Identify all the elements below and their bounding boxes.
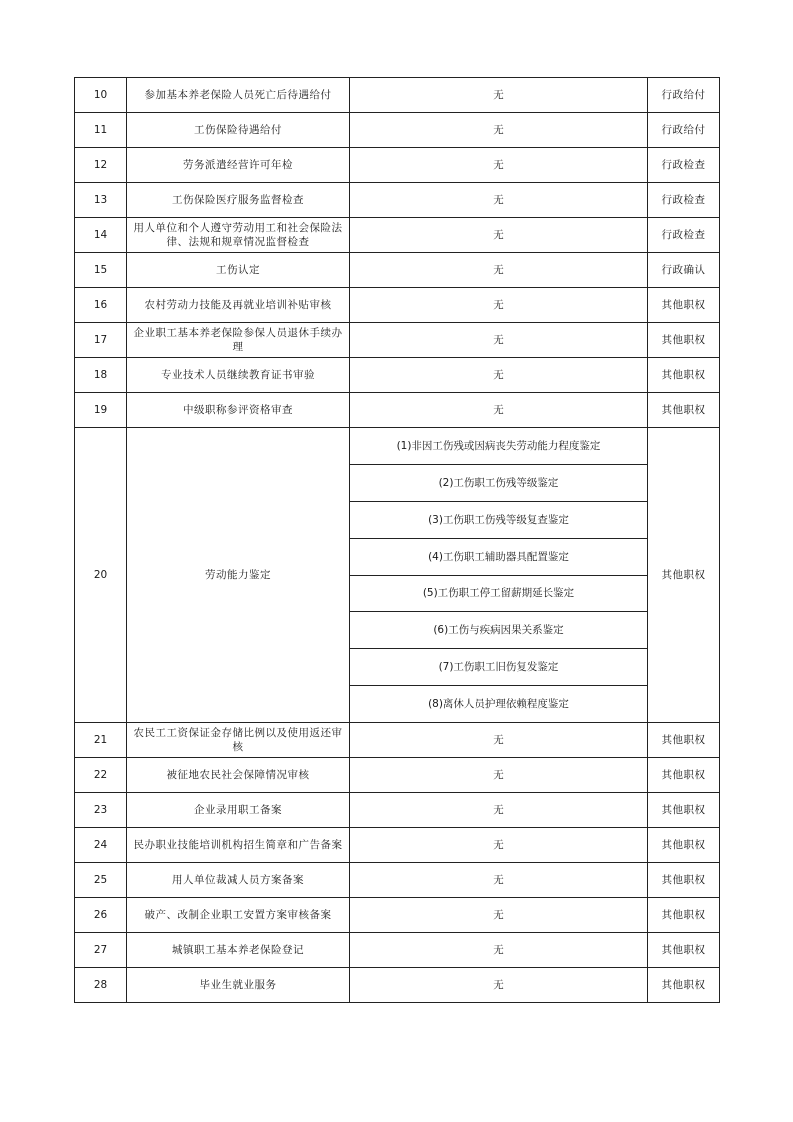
sub-item: (5)工伤职工停工留薪期延长鉴定 [350, 575, 647, 612]
power-type: 其他职权 [648, 323, 720, 358]
sub-item-row [350, 612, 647, 649]
sub-item: 无 [350, 323, 648, 358]
table-row [75, 253, 720, 288]
table-body-before [75, 78, 720, 428]
table-row [75, 933, 720, 968]
power-type: 其他职权 [648, 288, 720, 323]
sub-item-row [350, 428, 647, 465]
row-number: 15 [75, 253, 127, 288]
table-row [75, 148, 720, 183]
item-name: 用人单位和个人遵守劳动用工和社会保险法律、法规和规章情况监督检查 [127, 218, 350, 253]
table-row [75, 898, 720, 933]
row-number: 20 [75, 428, 127, 723]
row-number: 28 [75, 968, 127, 1003]
sub-item: (2)工伤职工伤残等级鉴定 [350, 465, 647, 502]
table-row [75, 393, 720, 428]
table-row [75, 323, 720, 358]
sub-item: (7)工伤职工旧伤复发鉴定 [350, 649, 647, 686]
sub-item: 无 [350, 968, 648, 1003]
table-row-20 [75, 428, 720, 723]
item-name: 工伤保险待遇给付 [127, 113, 350, 148]
sub-item: 无 [350, 218, 648, 253]
row-number: 23 [75, 793, 127, 828]
table-body-row20 [75, 428, 720, 723]
table-row [75, 78, 720, 113]
item-name: 劳动能力鉴定 [127, 428, 350, 723]
power-type: 其他职权 [648, 898, 720, 933]
sub-item: 无 [350, 358, 648, 393]
power-type: 行政检查 [648, 148, 720, 183]
sub-item: 无 [350, 898, 648, 933]
table-row [75, 968, 720, 1003]
power-type: 其他职权 [648, 933, 720, 968]
sub-item: 无 [350, 793, 648, 828]
sub-item: 无 [350, 828, 648, 863]
item-name: 参加基本养老保险人员死亡后待遇给付 [127, 78, 350, 113]
table-row [75, 183, 720, 218]
item-name: 企业职工基本养老保险参保人员退休手续办理 [127, 323, 350, 358]
item-name: 破产、改制企业职工安置方案审核备案 [127, 898, 350, 933]
table-row [75, 793, 720, 828]
power-type: 行政给付 [648, 113, 720, 148]
sub-item: (1)非因工伤残或因病丧失劳动能力程度鉴定 [350, 428, 647, 465]
power-type: 其他职权 [648, 358, 720, 393]
sub-item: 无 [350, 253, 648, 288]
row-number: 27 [75, 933, 127, 968]
table-body-after [75, 723, 720, 1003]
item-name: 企业录用职工备案 [127, 793, 350, 828]
sub-item: 无 [350, 113, 648, 148]
row-number: 26 [75, 898, 127, 933]
row-number: 11 [75, 113, 127, 148]
power-type: 行政确认 [648, 253, 720, 288]
power-type: 其他职权 [648, 428, 720, 723]
item-name: 劳务派遣经营许可年检 [127, 148, 350, 183]
row-number: 10 [75, 78, 127, 113]
row-number: 22 [75, 758, 127, 793]
power-type: 其他职权 [648, 723, 720, 758]
table-row [75, 288, 720, 323]
item-name: 农民工工资保证金存储比例以及使用返还审核 [127, 723, 350, 758]
sub-item: 无 [350, 723, 648, 758]
row-number: 14 [75, 218, 127, 253]
sub-item-row [350, 575, 647, 612]
table-row [75, 828, 720, 863]
sub-item: (3)工伤职工伤残等级复查鉴定 [350, 502, 647, 539]
sub-items-table [350, 428, 647, 722]
document-page [74, 77, 719, 1003]
sub-item: 无 [350, 78, 648, 113]
sub-item: 无 [350, 758, 648, 793]
power-list-table [74, 77, 720, 1003]
row-number: 19 [75, 393, 127, 428]
row-number: 13 [75, 183, 127, 218]
power-type: 其他职权 [648, 828, 720, 863]
item-name: 中级职称参评资格审查 [127, 393, 350, 428]
item-name: 工伤认定 [127, 253, 350, 288]
table-row [75, 218, 720, 253]
sub-item: 无 [350, 148, 648, 183]
table-row [75, 863, 720, 898]
sub-item: (4)工伤职工辅助器具配置鉴定 [350, 538, 647, 575]
sub-item: 无 [350, 863, 648, 898]
table-row [75, 113, 720, 148]
power-type: 其他职权 [648, 863, 720, 898]
item-name: 农村劳动力技能及再就业培训补贴审核 [127, 288, 350, 323]
table-row [75, 358, 720, 393]
sub-item: (6)工伤与疾病因果关系鉴定 [350, 612, 647, 649]
table-row [75, 723, 720, 758]
power-type: 其他职权 [648, 758, 720, 793]
item-name: 用人单位裁减人员方案备案 [127, 863, 350, 898]
power-type: 行政检查 [648, 218, 720, 253]
row-number: 17 [75, 323, 127, 358]
row-number: 24 [75, 828, 127, 863]
item-name: 毕业生就业服务 [127, 968, 350, 1003]
table-row [75, 758, 720, 793]
power-type: 其他职权 [648, 793, 720, 828]
item-name: 工伤保险医疗服务监督检查 [127, 183, 350, 218]
sub-item: 无 [350, 288, 648, 323]
sub-item: (8)离休人员护理依赖程度鉴定 [428, 697, 569, 710]
power-type: 行政给付 [648, 78, 720, 113]
sub-item-row [350, 538, 647, 575]
sub-item-row [350, 502, 647, 539]
sub-item-row [350, 649, 647, 686]
item-name: 被征地农民社会保障情况审核 [127, 758, 350, 793]
power-type: 其他职权 [648, 968, 720, 1003]
sub-item-row [350, 685, 647, 722]
row-number: 25 [75, 863, 127, 898]
item-name: 民办职业技能培训机构招生简章和广告备案 [127, 828, 350, 863]
sub-item-row [350, 465, 647, 502]
row-number: 16 [75, 288, 127, 323]
row-number: 21 [75, 723, 127, 758]
row-number: 12 [75, 148, 127, 183]
sub-item: 无 [350, 183, 648, 218]
power-type: 其他职权 [648, 393, 720, 428]
power-type: 行政检查 [648, 183, 720, 218]
sub-items-cell [350, 428, 648, 723]
sub-item: 无 [350, 933, 648, 968]
sub-item: 无 [350, 393, 648, 428]
row-number: 18 [75, 358, 127, 393]
item-name: 专业技术人员继续教育证书审验 [127, 358, 350, 393]
item-name: 城镇职工基本养老保险登记 [127, 933, 350, 968]
